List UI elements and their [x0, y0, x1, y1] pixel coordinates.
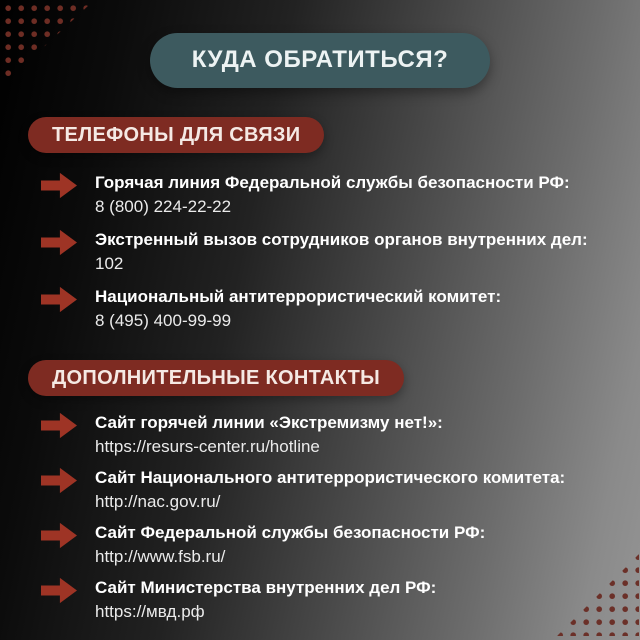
- item-label: Сайт горячей линии «Экстремизму нет!»:: [95, 413, 443, 432]
- item-label: Горячая линия Федеральной службы безопасности РФ:: [95, 173, 570, 192]
- item-phone-number: 8 (800) 224-22-22: [95, 197, 232, 216]
- section-heading-contacts: ДОПОЛНИТЕЛЬНЫЕ КОНТАКТЫ: [28, 360, 404, 396]
- item-text: [95, 171, 570, 219]
- list-item: [40, 228, 640, 276]
- item-phone-number: 8 (495) 400-99-99: [95, 311, 232, 330]
- item-text: [95, 411, 443, 459]
- item-label: Сайт Министерства внутренних дел РФ:: [95, 578, 437, 597]
- item-text: [95, 521, 485, 569]
- item-label: Экстренный вызов сотрудников органов внутренних дел:: [95, 230, 588, 249]
- section-heading-phones: ТЕЛЕФОНЫ ДЛЯ СВЯЗИ: [28, 117, 324, 153]
- list-item: [40, 466, 640, 514]
- arrow-right-icon: [40, 229, 78, 256]
- item-text: [95, 576, 436, 624]
- list-item: [40, 576, 640, 624]
- arrow-right-icon: [40, 172, 78, 199]
- arrow-right-icon: [40, 467, 78, 494]
- arrow-right-icon: [40, 577, 78, 604]
- list-item: [40, 171, 640, 219]
- arrow-right-icon: [40, 412, 78, 439]
- item-phone-number: 102: [95, 254, 124, 273]
- website-items-list: [0, 411, 640, 624]
- item-url: http://www.fsb.ru/: [95, 547, 226, 566]
- arrow-right-icon: [40, 286, 78, 313]
- title-row: [0, 0, 640, 88]
- page-title: КУДА ОБРАТИТЬСЯ?: [150, 33, 490, 88]
- list-item: [40, 411, 640, 459]
- list-item: [40, 521, 640, 569]
- list-item: [40, 285, 640, 333]
- item-text: [95, 228, 588, 276]
- arrow-right-icon: [40, 522, 78, 549]
- item-text: [95, 466, 565, 514]
- item-url: https://resurs-center.ru/hotline: [95, 437, 320, 456]
- item-url: https://мвд.рф: [95, 602, 205, 621]
- item-label: Национальный антитеррористический комитет:: [95, 287, 502, 306]
- item-label: Сайт Федеральной службы безопасности РФ:: [95, 523, 486, 542]
- phone-items-list: [0, 171, 640, 333]
- item-label: Сайт Национального антитеррористического комитета:: [95, 468, 566, 487]
- item-text: [95, 285, 501, 333]
- item-url: http://nac.gov.ru/: [95, 492, 221, 511]
